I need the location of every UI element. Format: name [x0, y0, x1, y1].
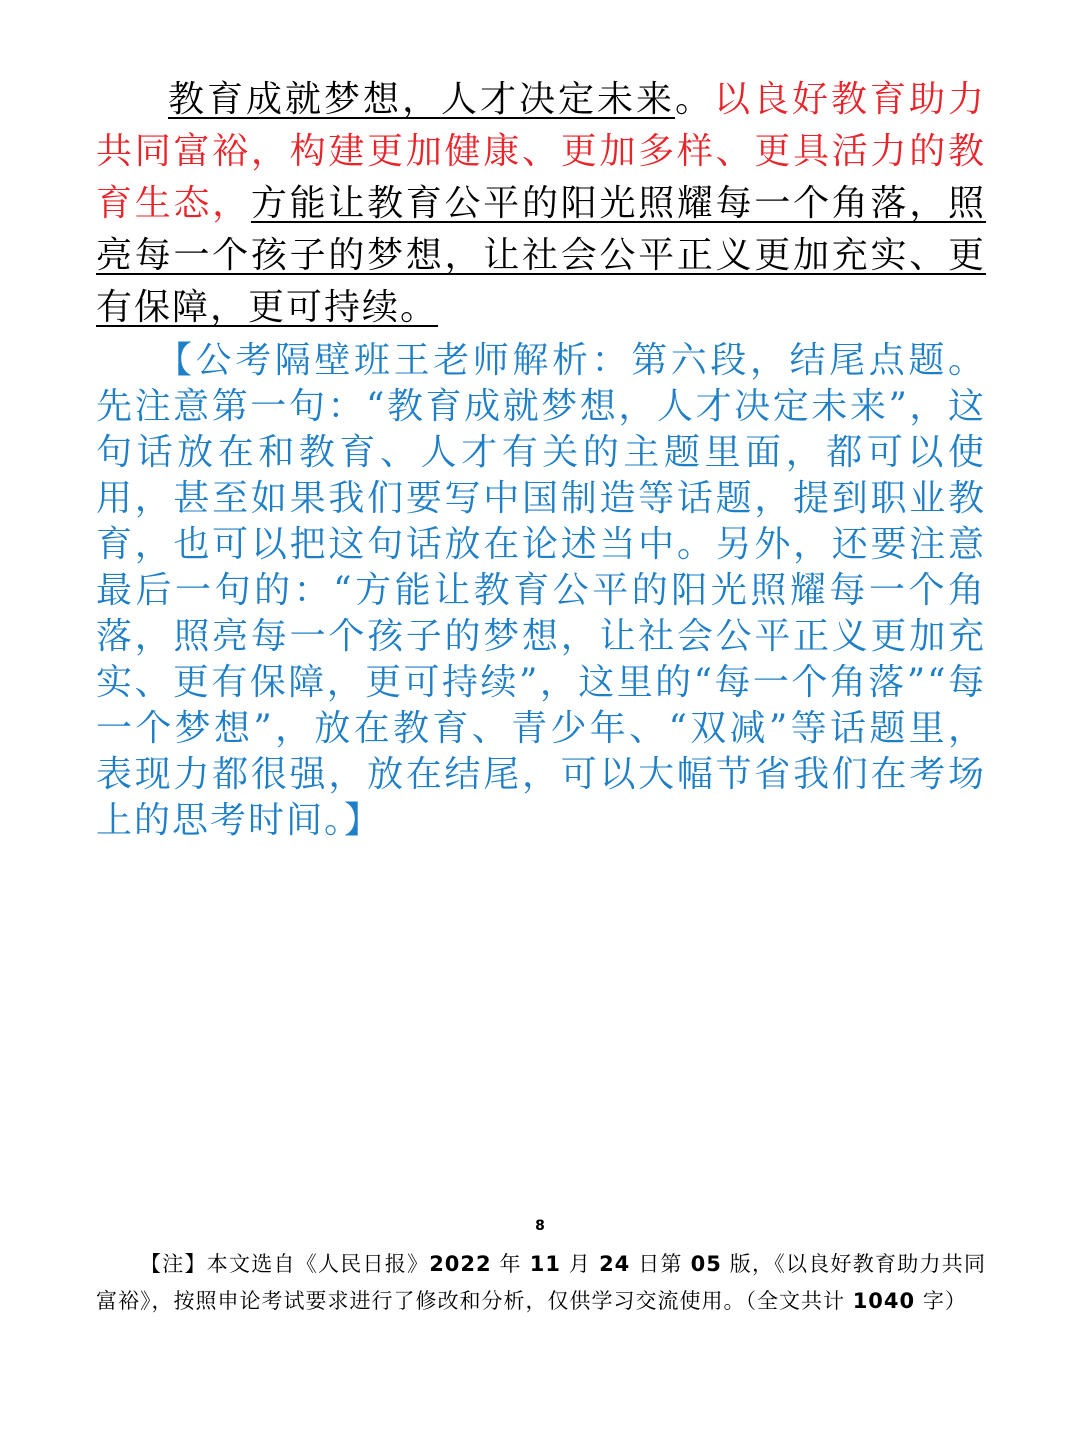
- main-paragraph: [96, 74, 986, 334]
- footnote-part-1: 【注】本文选自《人民日报》: [140, 1252, 430, 1276]
- footnote-month: 11: [529, 1252, 561, 1276]
- footnote-part-5: 版，《以良好教育助力共同富裕》，按照申论考试要求进行了修改和分析，仅供学习交流使用。（全文共计: [96, 1252, 986, 1313]
- document-page: [96, 74, 986, 844]
- footnote-year: 2022: [429, 1252, 492, 1276]
- footnote-edition: 05: [690, 1252, 722, 1276]
- underlined-sentence-1: 教育成就梦想，人才决定未来: [168, 79, 675, 120]
- footnote-word-count: 1040: [852, 1289, 916, 1313]
- sentence-1-period: 。: [674, 79, 714, 120]
- analysis-paragraph: 【公考隔壁班王老师解析：第六段，结尾点题。先注意第一句：“教育成就梦想，人才决定未来”，这句话放在和教育、人才有关的主题里面，都可以使用，甚至如果我们要写中国制造等话题，提到职业教育，也可以把这句话放在论述当中。另外，还要注意最后一句的：“方能让教育公平的阳光照耀每一个角落，照亮每一个孩子的梦想，让社会公平正义更加充实、更有保障，更可持续”，这里的“每一个角落”“每一个梦想”，放在教育、青少年、“双减”等话题里，表现力都很强，放在结尾，可以大幅节省我们在考场上的思考时间。】: [96, 340, 986, 841]
- page-number: 8: [535, 1218, 545, 1234]
- underlined-sentence-2: 方能让教育公平的阳光照耀每一个角落，照亮每一个孩子的梦想，让社会公平正义更加充实、更有保障，更可持续。: [96, 183, 986, 328]
- footnote-part-2: 年: [491, 1252, 530, 1276]
- footnote-part-3: 月: [560, 1252, 600, 1276]
- highlighted-red-sentence: 以良好教育助力共同富裕，构建更加健康、更加多样、更具活力的教育生态，: [96, 79, 986, 224]
- footnote: [96, 1246, 986, 1320]
- footnote-part-6: 字）: [915, 1289, 967, 1313]
- footnote-part-4: 日第: [630, 1252, 691, 1276]
- footnote-day: 24: [599, 1252, 631, 1276]
